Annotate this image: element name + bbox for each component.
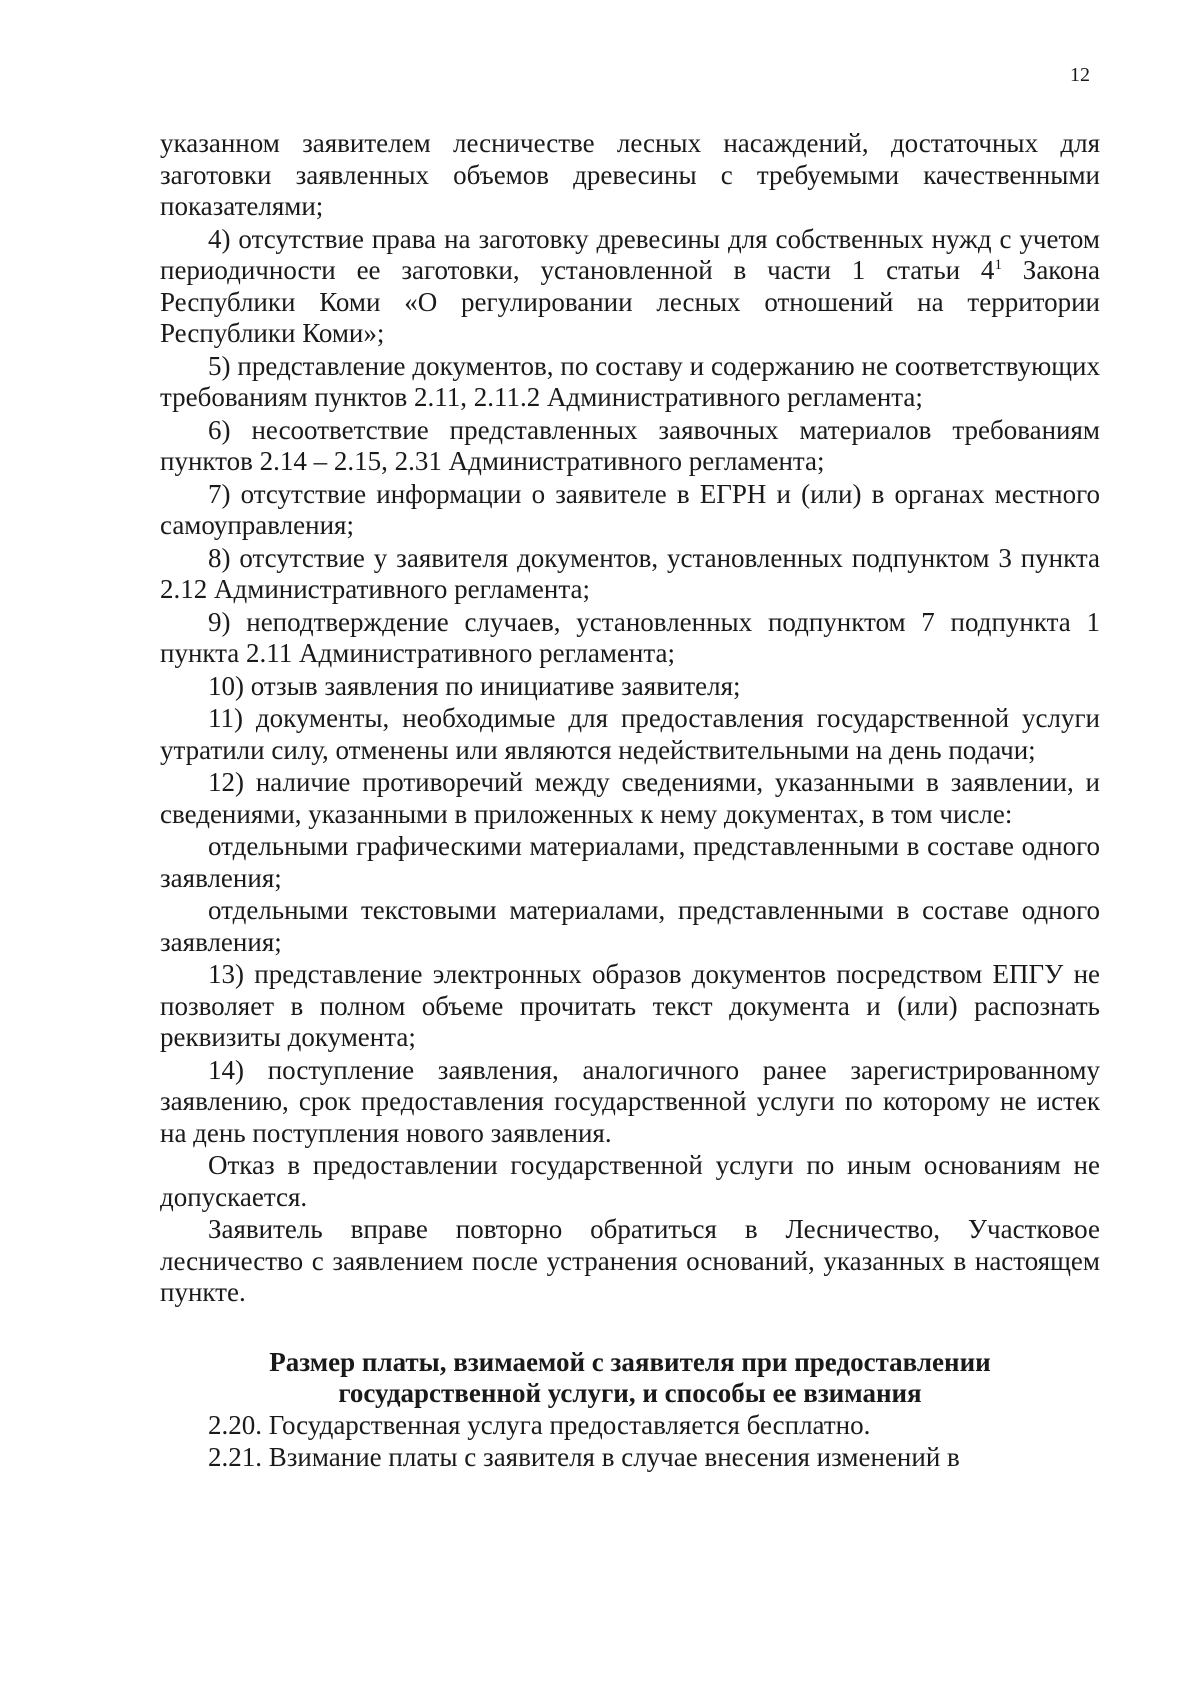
paragraph: 6) несоответствие представленных заявочных материалов требованиям пунктов 2.14 – 2.15, 2.31 Административного регламента; bbox=[160, 414, 1100, 476]
paragraph-text: Закона Республики Коми «О регулировании лесных отношений на территории Республики Коми»; bbox=[160, 255, 1100, 348]
section-heading-line: Размер платы, взимаемой с заявителя при предоставлении bbox=[269, 1346, 991, 1377]
paragraph: указанном заявителем лесничестве лесных насаждений, достаточных для заготовки заявленных объемов древесины с требуемыми качественными показателями; bbox=[160, 128, 1100, 221]
superscript: 1 bbox=[994, 257, 1002, 273]
paragraph: 9) неподтверждение случаев, установленных подпунктом 7 подпункта 1 пункта 2.11 Административного регламента; bbox=[160, 606, 1100, 668]
section-heading-line: государственной услуги, и способы ее взимания bbox=[338, 1377, 922, 1408]
paragraph: 13) представление электронных образов документов посредством ЕПГУ не позволяет в полном объеме прочитать текст документа и (или) распознать реквизиты документа; bbox=[160, 959, 1100, 1052]
paragraph: 2.21. Взимание платы с заявителя в случае внесения изменений в bbox=[208, 1442, 960, 1472]
paragraph: 11) документы, необходимые для предоставления государственной услуги утратили силу, отменены или являются недействительными на день подачи; bbox=[160, 703, 1100, 765]
paragraph: 8) отсутствие у заявителя документов, установленных подпунктом 3 пункта 2.12 Административного регламента; bbox=[160, 542, 1100, 604]
paragraph: Отказ в предоставлении государственной услуги по иным основаниям не допускается. bbox=[160, 1150, 1100, 1212]
document-body bbox=[160, 128, 1100, 1474]
paragraph bbox=[160, 224, 1100, 350]
paragraph: 10) отзыв заявления по инициативе заявителя; bbox=[208, 670, 741, 701]
paragraph: отдельными текстовыми материалами, представленными в составе одного заявления; bbox=[160, 895, 1100, 957]
paragraph-text: 4) отсутствие права на заготовку древесины для собственных нужд с учетом периодичности ее заготовки, установленной в части 1 статьи 4 bbox=[160, 223, 1100, 285]
paragraph: отдельными графическими материалами, представленными в составе одного заявления; bbox=[160, 831, 1100, 893]
paragraph: 7) отсутствие информации о заявителе в ЕГРН и (или) в органах местного самоуправления; bbox=[160, 478, 1100, 540]
paragraph: 5) представление документов, по составу и содержанию не соответствующих требованиям пунктов 2.11, 2.11.2 Административного регламента; bbox=[160, 350, 1100, 412]
paragraph: 12) наличие противоречий между сведениями, указанными в заявлении, и сведениями, указанными в приложенных к нему документах, в том числе: bbox=[160, 767, 1100, 829]
page-number: 12 bbox=[1070, 64, 1090, 86]
paragraph: 14) поступление заявления, аналогичного ранее зарегистрированному заявлению, срок предоставления государственной услуги по которому не истек на день поступления нового заявления. bbox=[160, 1054, 1100, 1148]
paragraph: 2.20. Государственная услуга предоставляется бесплатно. bbox=[208, 1409, 871, 1440]
paragraph: Заявитель вправе повторно обратиться в Лесничество, Участковое лесничество с заявлением после устранения оснований, указанных в настоящем пункте. bbox=[160, 1214, 1100, 1307]
section-heading bbox=[160, 1347, 1100, 1409]
